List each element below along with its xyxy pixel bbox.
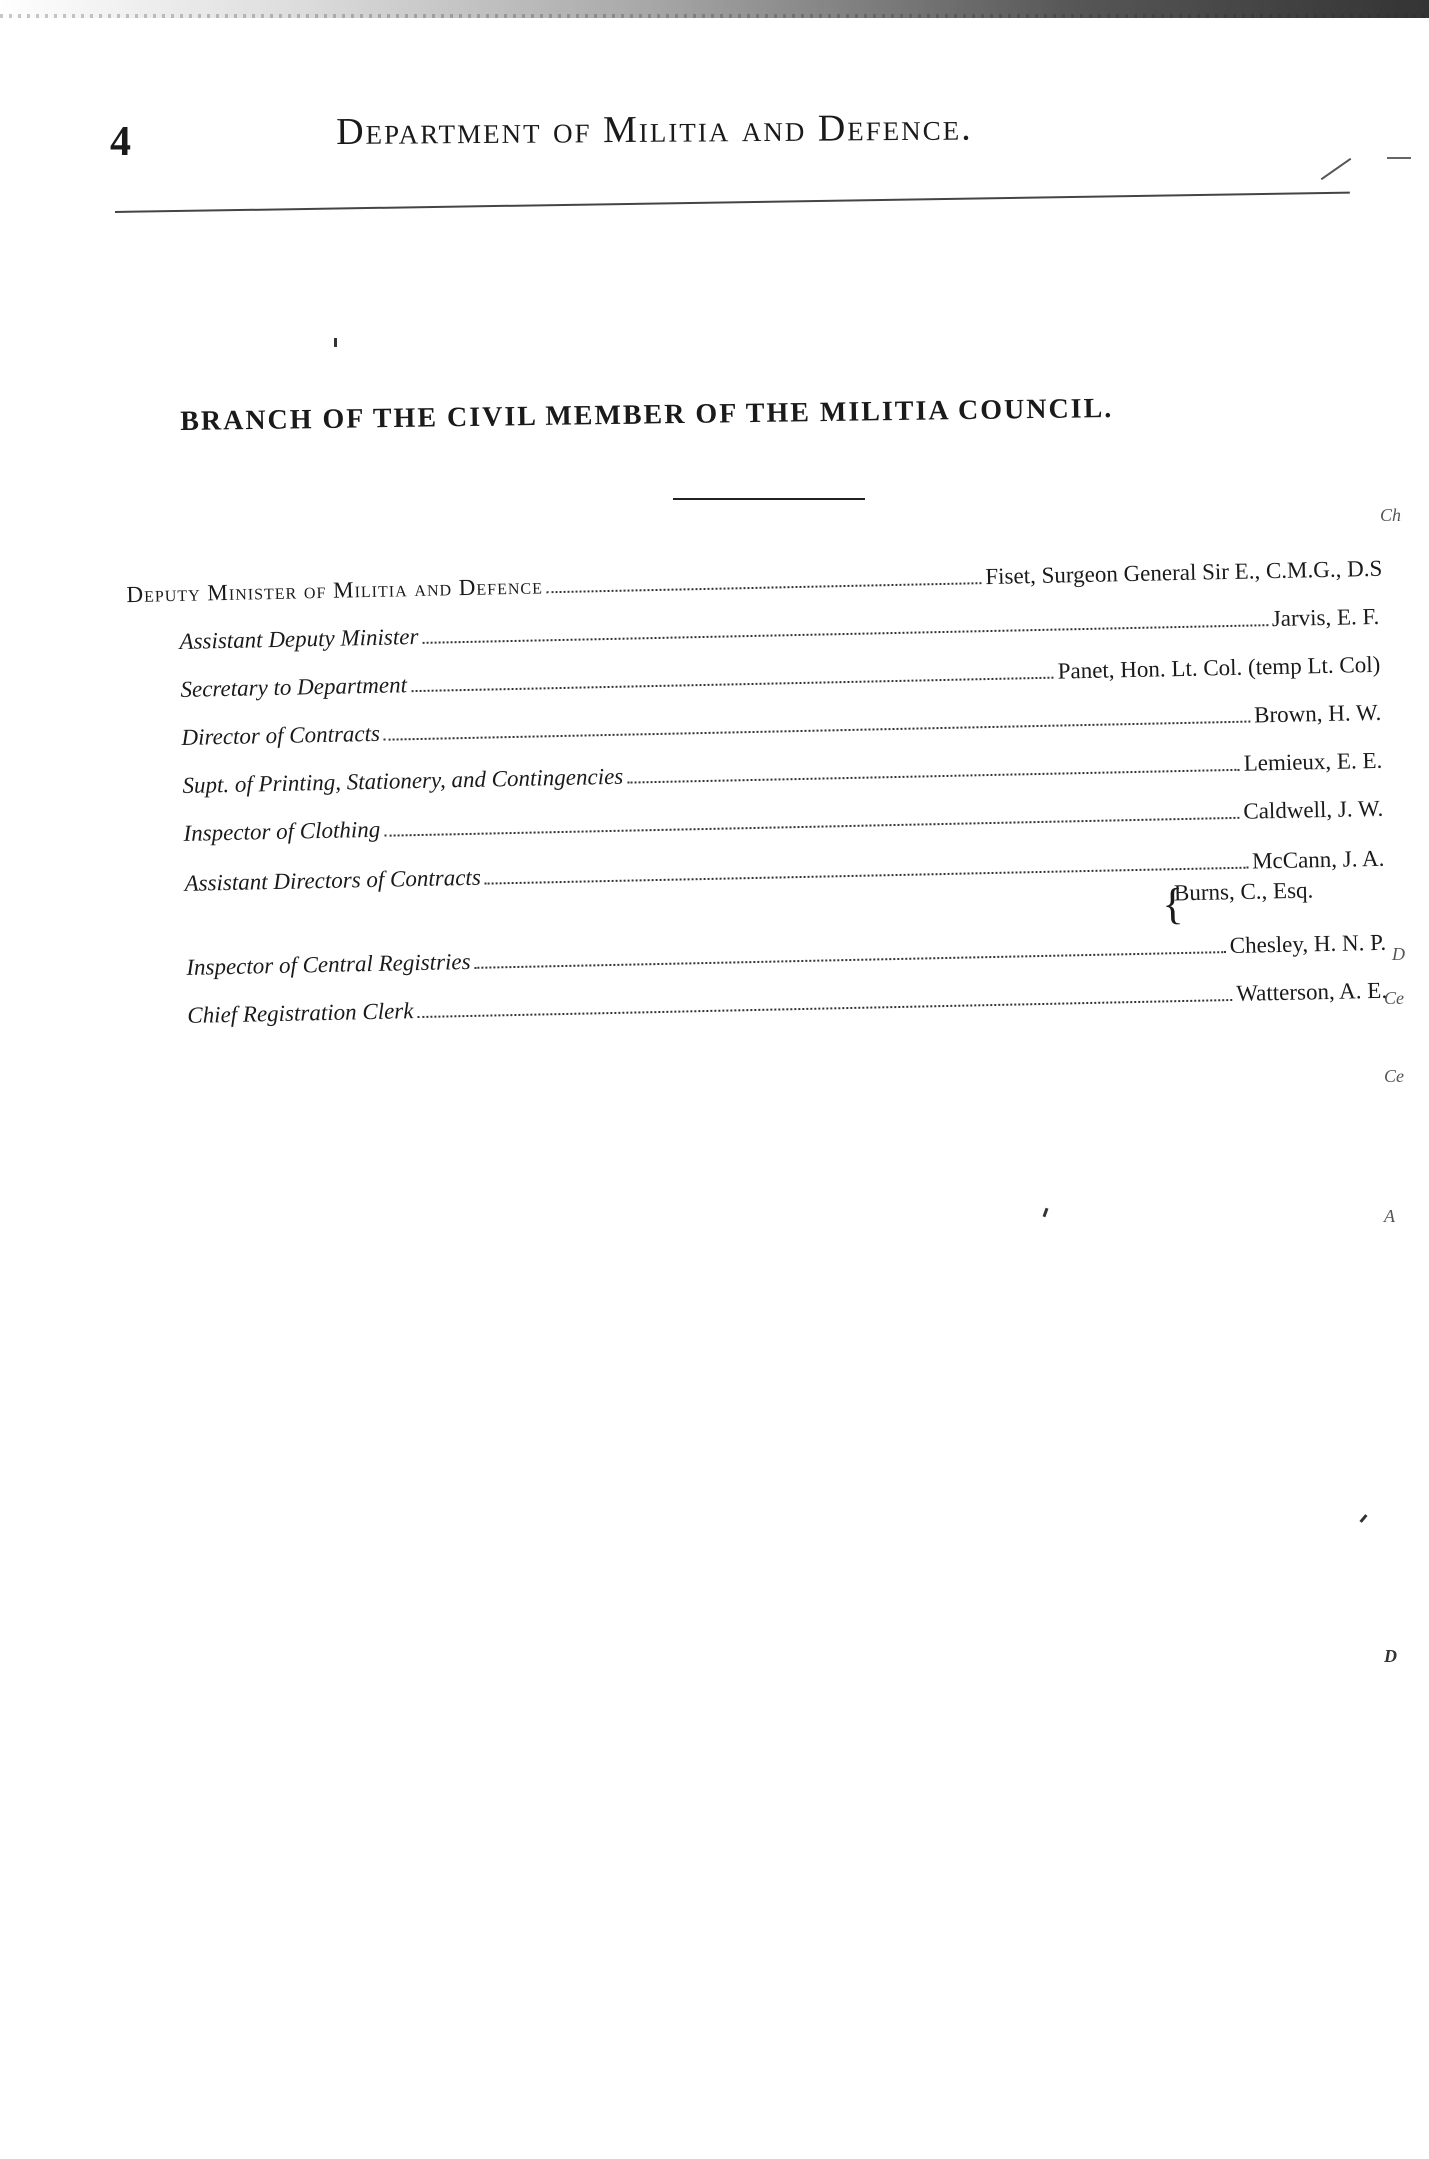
entry-role: Director of Contracts: [181, 720, 381, 750]
entry-role: Inspector of Central Registries: [186, 948, 471, 980]
dot-leader: [475, 951, 1226, 969]
entry-name: Watterson, A. E.: [1235, 977, 1388, 1006]
entry-name: Fiset, Surgeon General Sir E., C.M.G., D.S: [985, 555, 1383, 590]
running-head: Department of Militia and Defence.: [336, 106, 973, 153]
entry-name: Panet, Hon. Lt. Col. (temp Lt. Col): [1057, 651, 1381, 684]
entry-role: Secretary to Department: [180, 672, 408, 702]
list-item: [183, 796, 1383, 847]
list-item: [181, 700, 1381, 751]
dot-leader: [485, 867, 1248, 885]
dot-leader: [384, 721, 1250, 741]
curly-brace: {: [1161, 879, 1184, 929]
entry-name: Caldwell, J. W.: [1243, 795, 1384, 824]
page-number: 4: [110, 119, 131, 165]
brace-continuation: [1161, 877, 1314, 929]
list-item: [186, 930, 1386, 981]
list-item: [187, 978, 1387, 1029]
dot-leader: [547, 582, 982, 593]
margin-fragment: Ce: [1384, 988, 1404, 1008]
dot-leader: [411, 677, 1054, 692]
dot-leader: [384, 817, 1239, 837]
continuation-name: Burns, C., Esq.: [1173, 877, 1314, 906]
entry-name: Brown, H. W.: [1253, 699, 1382, 728]
list-item: [180, 652, 1380, 703]
list-item: [179, 604, 1379, 655]
entry-name: Chesley, H. N. P.: [1229, 929, 1387, 959]
margin-fragment: Ch: [1380, 505, 1402, 525]
dot-leader: [418, 999, 1233, 1018]
entry-role: Deputy Minister of Militia and Defence: [126, 573, 544, 608]
margin-fragment: A: [1384, 1206, 1395, 1226]
entry-role: Chief Registration Clerk: [187, 998, 414, 1028]
margin-fragment: D: [1384, 1646, 1397, 1666]
list-item: [182, 748, 1382, 799]
margin-fragment: Ce: [1384, 1066, 1404, 1086]
dot-leader: [422, 624, 1267, 644]
entry-role: Supt. of Printing, Stationery, and Contingencies: [182, 763, 624, 798]
entry-name: McCann, J. A.: [1251, 845, 1385, 874]
entry-name: Jarvis, E. F.: [1271, 603, 1380, 632]
entry-role: Assistant Directors of Contracts: [184, 864, 482, 896]
dot-leader: [627, 769, 1239, 784]
list-item: [126, 556, 1382, 608]
entry-name: Lemieux, E. E.: [1243, 747, 1383, 776]
entry-role: Inspector of Clothing: [183, 816, 381, 846]
entry-role: Assistant Deputy Minister: [179, 623, 419, 654]
margin-fragment: D: [1392, 944, 1405, 964]
section-title: BRANCH OF THE CIVIL MEMBER OF THE MILITIA COUNCIL.: [180, 392, 1114, 437]
